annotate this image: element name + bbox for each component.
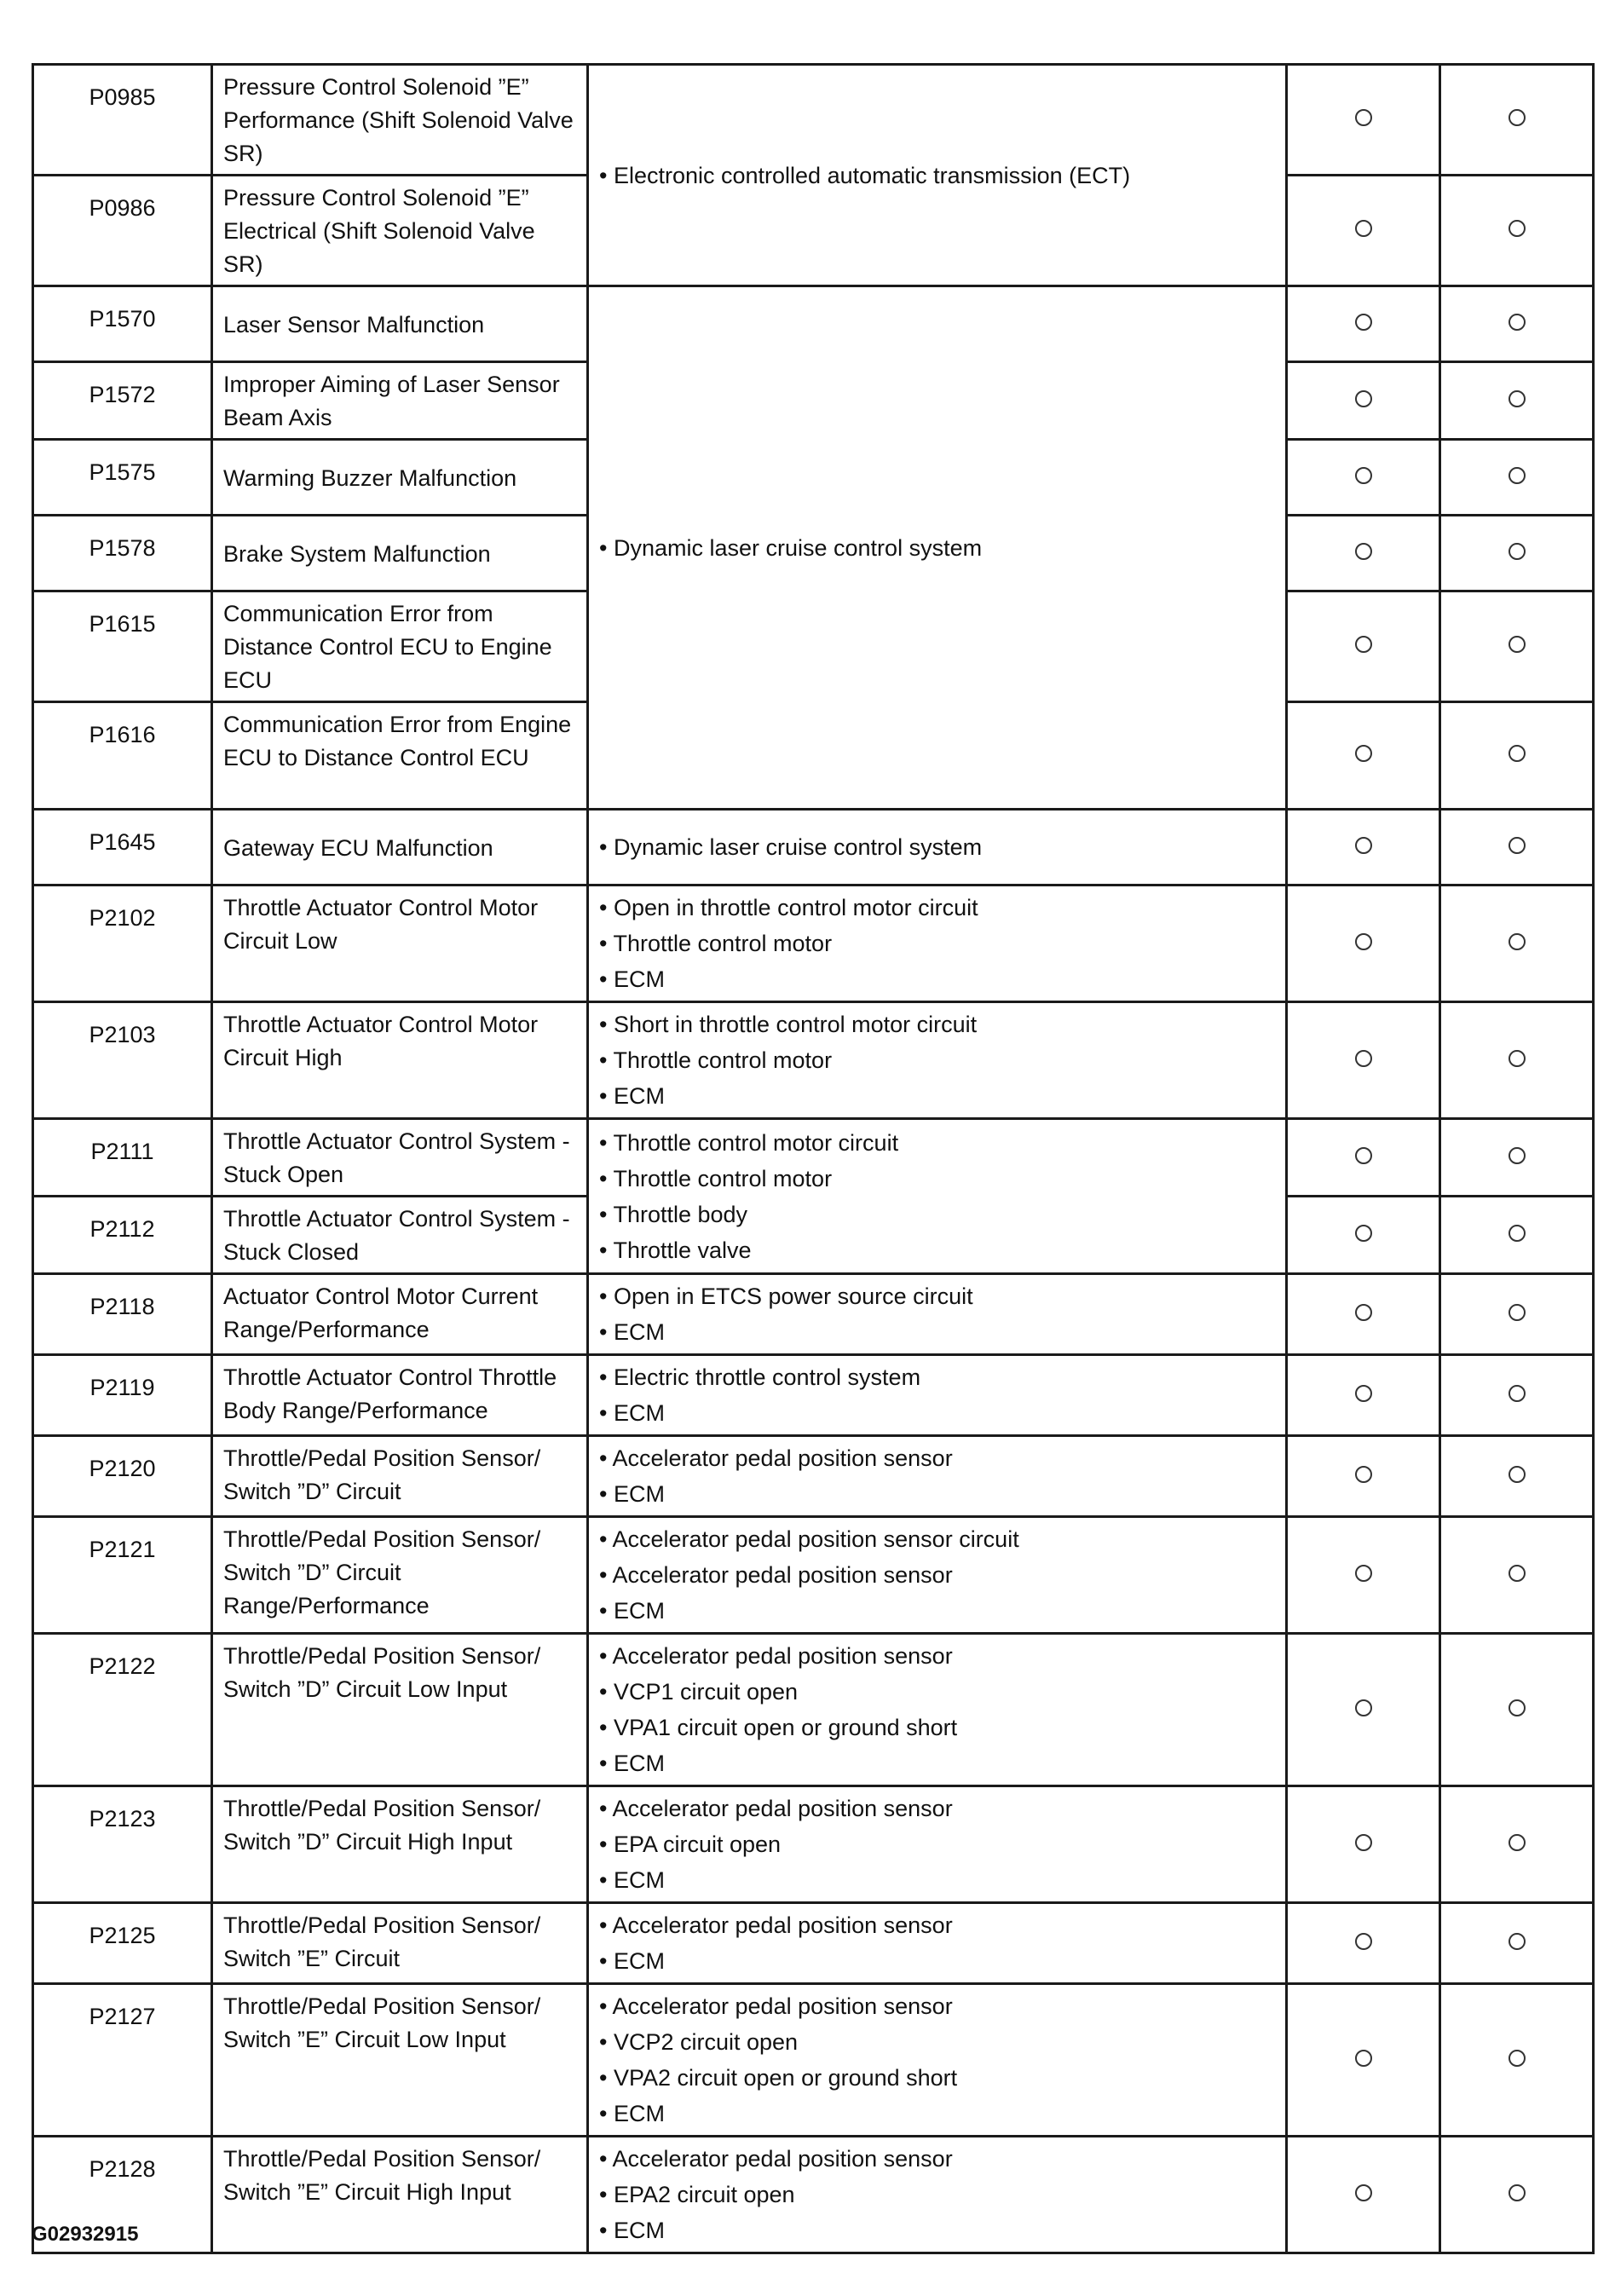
trouble-area (588, 1002, 1287, 1119)
detection-item-text: Throttle Actuator Control Throttle Body Range/Performance (223, 1364, 557, 1423)
trouble-area (588, 65, 1287, 286)
memory-mark-cell (1440, 440, 1594, 516)
trouble-area-item: • Accelerator pedal position sensor (599, 1993, 953, 2019)
detection-item (212, 286, 588, 362)
detection-item (212, 1002, 588, 1119)
table-row (33, 1903, 1594, 1984)
trouble-area-item: • Throttle valve (599, 1237, 752, 1263)
detection-item-text: Warming Buzzer Malfunction (223, 464, 517, 491)
dtc-code: P1615 (33, 591, 212, 702)
circle-mark-icon (1355, 109, 1372, 126)
detection-item (212, 362, 588, 440)
table-row (33, 810, 1594, 886)
circle-mark-icon (1509, 220, 1526, 237)
detection-item-text: Laser Sensor Malfunction (223, 311, 485, 337)
detection-item (212, 1984, 588, 2137)
trouble-area-item: • VPA1 circuit open or ground short (599, 1715, 958, 1740)
table-row (33, 1355, 1594, 1436)
detection-item (212, 886, 588, 1002)
memory-mark-cell (1440, 886, 1594, 1002)
trouble-area-item: • Open in ETCS power source circuit (599, 1284, 973, 1309)
dtc-code: P2123 (33, 1786, 212, 1903)
trouble-area-item: • ECM (599, 966, 665, 992)
memory-mark-cell (1440, 810, 1594, 886)
detection-item-text: Throttle/Pedal Position Sensor/ Switch ”D” Circuit (223, 1445, 541, 1504)
circle-mark-icon (1509, 1304, 1526, 1321)
circle-mark-icon (1355, 1699, 1372, 1716)
circle-mark-icon (1355, 1050, 1372, 1067)
mil-mark-cell (1287, 810, 1440, 886)
circle-mark-icon (1355, 1565, 1372, 1582)
detection-item (212, 440, 588, 516)
circle-mark-icon (1509, 314, 1526, 331)
trouble-area-item: • ECM (599, 2101, 665, 2126)
dtc-code: P2120 (33, 1436, 212, 1517)
memory-mark-cell (1440, 1436, 1594, 1517)
circle-mark-icon (1509, 1147, 1526, 1164)
table-row (33, 1786, 1594, 1903)
trouble-area-item: • Accelerator pedal position sensor (599, 1562, 953, 1588)
table-row (33, 1634, 1594, 1786)
mil-mark-cell (1287, 440, 1440, 516)
trouble-area-item: • ECM (599, 1598, 665, 1624)
circle-mark-icon (1509, 1834, 1526, 1851)
circle-mark-icon (1509, 1385, 1526, 1402)
trouble-area-item: • Throttle control motor (599, 1165, 833, 1191)
dtc-code: P2119 (33, 1355, 212, 1436)
trouble-area-item: • Throttle control motor (599, 1047, 833, 1073)
dtc-code: P1616 (33, 702, 212, 810)
circle-mark-icon (1355, 467, 1372, 484)
detection-item-text: Gateway ECU Malfunction (223, 834, 493, 861)
memory-mark-cell (1440, 1355, 1594, 1436)
circle-mark-icon (1355, 933, 1372, 950)
circle-mark-icon (1509, 1050, 1526, 1067)
trouble-area-item: • Accelerator pedal position sensor (599, 1796, 953, 1821)
memory-mark-cell (1440, 516, 1594, 591)
mil-mark-cell (1287, 702, 1440, 810)
memory-mark-cell (1440, 702, 1594, 810)
detection-item (212, 1517, 588, 1634)
circle-mark-icon (1355, 543, 1372, 560)
detection-item (212, 810, 588, 886)
memory-mark-cell (1440, 176, 1594, 286)
circle-mark-icon (1509, 109, 1526, 126)
table-row (33, 1002, 1594, 1119)
table-row (33, 1274, 1594, 1355)
detection-item (212, 2137, 588, 2253)
dtc-table-body (33, 65, 1594, 2253)
memory-mark-cell (1440, 1197, 1594, 1274)
circle-mark-icon (1355, 1147, 1372, 1164)
detection-item (212, 1355, 588, 1436)
dtc-code: P2127 (33, 1984, 212, 2137)
circle-mark-icon (1509, 1466, 1526, 1483)
table-row (33, 886, 1594, 1002)
circle-mark-icon (1509, 1933, 1526, 1950)
trouble-area-item: • Accelerator pedal position sensor (599, 1912, 953, 1938)
circle-mark-icon (1355, 745, 1372, 762)
trouble-area-item: • Short in throttle control motor circuit (599, 1012, 978, 1037)
mil-mark-cell (1287, 362, 1440, 440)
detection-item (212, 1274, 588, 1355)
detection-item (212, 65, 588, 176)
detection-item-text: Pressure Control Solenoid ”E” Electrical (Shift Solenoid Valve SR) (223, 185, 535, 277)
mil-mark-cell (1287, 1517, 1440, 1634)
memory-mark-cell (1440, 362, 1594, 440)
dtc-code: P1578 (33, 516, 212, 591)
figure-id: G02932915 (32, 2223, 139, 2246)
dtc-code: P2103 (33, 1002, 212, 1119)
detection-item-text: Communication Error from Engine ECU to Distance Control ECU (223, 712, 572, 770)
dtc-code: P1645 (33, 810, 212, 886)
detection-item-text: Throttle Actuator Control Motor Circuit Low (223, 895, 539, 954)
trouble-area (588, 1786, 1287, 1903)
mil-mark-cell (1287, 2137, 1440, 2253)
detection-item-text: Throttle/Pedal Position Sensor/ Switch ”E” Circuit Low Input (223, 1993, 541, 2052)
detection-item-text: Brake System Malfunction (223, 540, 491, 567)
detection-item (212, 1786, 588, 1903)
detection-item (212, 516, 588, 591)
trouble-area (588, 1119, 1287, 1274)
dtc-code: P2111 (33, 1119, 212, 1197)
circle-mark-icon (1355, 1834, 1372, 1851)
trouble-area-item: • Throttle body (599, 1201, 748, 1227)
memory-mark-cell (1440, 591, 1594, 702)
detection-item-text: Throttle/Pedal Position Sensor/ Switch ”D” Circuit Range/Performance (223, 1526, 541, 1618)
detection-item (212, 1197, 588, 1274)
trouble-area-item: • EPA2 circuit open (599, 2182, 795, 2207)
detection-item (212, 591, 588, 702)
trouble-area (588, 1634, 1287, 1786)
detection-item-text: Communication Error from Distance Control ECU to Engine ECU (223, 601, 552, 693)
circle-mark-icon (1509, 636, 1526, 653)
trouble-area-item: • VPA2 circuit open or ground short (599, 2065, 958, 2091)
trouble-area-item: • ECM (599, 1751, 665, 1776)
dtc-code: P1570 (33, 286, 212, 362)
trouble-area-item: • Dynamic laser cruise control system (599, 534, 983, 561)
detection-item-text: Throttle/Pedal Position Sensor/ Switch ”D” Circuit High Input (223, 1796, 541, 1855)
detection-item-text: Pressure Control Solenoid ”E” Performance (Shift Solenoid Valve SR) (223, 74, 574, 166)
detection-item (212, 1903, 588, 1984)
circle-mark-icon (1355, 2184, 1372, 2201)
trouble-area (588, 1274, 1287, 1355)
trouble-area (588, 1355, 1287, 1436)
dtc-code: P2125 (33, 1903, 212, 1984)
mil-mark-cell (1287, 1903, 1440, 1984)
table-row (33, 286, 1594, 362)
circle-mark-icon (1355, 314, 1372, 331)
dtc-code: P1572 (33, 362, 212, 440)
circle-mark-icon (1355, 636, 1372, 653)
table-row (33, 1436, 1594, 1517)
mil-mark-cell (1287, 176, 1440, 286)
dtc-table (32, 63, 1595, 2254)
trouble-area-item: • VCP2 circuit open (599, 2029, 799, 2055)
trouble-area-item: • ECM (599, 1867, 665, 1893)
circle-mark-icon (1355, 220, 1372, 237)
dtc-code: P2128 (33, 2137, 212, 2253)
mil-mark-cell (1287, 1197, 1440, 1274)
mil-mark-cell (1287, 1786, 1440, 1903)
trouble-area-item: • Dynamic laser cruise control system (599, 834, 983, 860)
trouble-area-item: • Accelerator pedal position sensor (599, 2146, 953, 2172)
detection-item-text: Throttle Actuator Control System - Stuck Closed (223, 1206, 570, 1265)
circle-mark-icon (1355, 1385, 1372, 1402)
mil-mark-cell (1287, 1355, 1440, 1436)
memory-mark-cell (1440, 2137, 1594, 2253)
detection-item-text: Actuator Control Motor Current Range/Performance (223, 1284, 539, 1342)
memory-mark-cell (1440, 65, 1594, 176)
dtc-code: P2112 (33, 1197, 212, 1274)
detection-item-text: Throttle Actuator Control Motor Circuit High (223, 1012, 539, 1070)
detection-item-text: Throttle Actuator Control System - Stuck Open (223, 1128, 570, 1187)
detection-item-text: Throttle/Pedal Position Sensor/ Switch ”E” Circuit (223, 1912, 541, 1971)
memory-mark-cell (1440, 286, 1594, 362)
trouble-area-item: • Accelerator pedal position sensor (599, 1643, 953, 1669)
table-row (33, 1517, 1594, 1634)
trouble-area (588, 1517, 1287, 1634)
detection-item (212, 702, 588, 810)
circle-mark-icon (1355, 1933, 1372, 1950)
circle-mark-icon (1509, 933, 1526, 950)
mil-mark-cell (1287, 286, 1440, 362)
trouble-area-item: • ECM (599, 1400, 665, 1426)
mil-mark-cell (1287, 591, 1440, 702)
trouble-area-item: • Electronic controlled automatic transmission (ECT) (599, 162, 1131, 188)
memory-mark-cell (1440, 1517, 1594, 1634)
trouble-area-item: • Open in throttle control motor circuit (599, 895, 978, 920)
trouble-area-item: • ECM (599, 1948, 665, 1974)
table-row (33, 65, 1594, 176)
circle-mark-icon (1355, 2050, 1372, 2067)
dtc-code: P2102 (33, 886, 212, 1002)
circle-mark-icon (1509, 390, 1526, 407)
mil-mark-cell (1287, 1984, 1440, 2137)
circle-mark-icon (1509, 467, 1526, 484)
circle-mark-icon (1509, 2184, 1526, 2201)
circle-mark-icon (1509, 745, 1526, 762)
detection-item-text: Improper Aiming of Laser Sensor Beam Axis (223, 372, 560, 430)
trouble-area (588, 1903, 1287, 1984)
trouble-area (588, 2137, 1287, 2253)
memory-mark-cell (1440, 1634, 1594, 1786)
memory-mark-cell (1440, 1119, 1594, 1197)
table-row (33, 1984, 1594, 2137)
dtc-code: P0986 (33, 176, 212, 286)
trouble-area-item: • Electric throttle control system (599, 1364, 921, 1390)
circle-mark-icon (1509, 1699, 1526, 1716)
memory-mark-cell (1440, 1274, 1594, 1355)
trouble-area (588, 286, 1287, 810)
trouble-area-item: • VCP1 circuit open (599, 1679, 799, 1705)
memory-mark-cell (1440, 1002, 1594, 1119)
trouble-area (588, 810, 1287, 886)
mil-mark-cell (1287, 1274, 1440, 1355)
mil-mark-cell (1287, 886, 1440, 1002)
trouble-area (588, 1984, 1287, 2137)
circle-mark-icon (1355, 837, 1372, 854)
detection-item (212, 1634, 588, 1786)
circle-mark-icon (1355, 1304, 1372, 1321)
mil-mark-cell (1287, 65, 1440, 176)
table-row (33, 1119, 1594, 1197)
trouble-area (588, 886, 1287, 1002)
dtc-code: P2121 (33, 1517, 212, 1634)
mil-mark-cell (1287, 1002, 1440, 1119)
circle-mark-icon (1509, 837, 1526, 854)
circle-mark-icon (1355, 1466, 1372, 1483)
memory-mark-cell (1440, 1984, 1594, 2137)
mil-mark-cell (1287, 1119, 1440, 1197)
trouble-area-item: • Accelerator pedal position sensor (599, 1445, 953, 1471)
trouble-area-item: • Throttle control motor (599, 931, 833, 956)
circle-mark-icon (1509, 1225, 1526, 1242)
detection-item (212, 1119, 588, 1197)
trouble-area-item: • ECM (599, 1319, 665, 1345)
dtc-code: P0985 (33, 65, 212, 176)
memory-mark-cell (1440, 1786, 1594, 1903)
dtc-code: P2118 (33, 1274, 212, 1355)
detection-item (212, 1436, 588, 1517)
circle-mark-icon (1509, 1565, 1526, 1582)
dtc-code: P2122 (33, 1634, 212, 1786)
trouble-area (588, 1436, 1287, 1517)
circle-mark-icon (1355, 390, 1372, 407)
detection-item-text: Throttle/Pedal Position Sensor/ Switch ”D” Circuit Low Input (223, 1643, 541, 1702)
trouble-area-item: • Throttle control motor circuit (599, 1129, 899, 1156)
circle-mark-icon (1355, 1225, 1372, 1242)
trouble-area-item: • EPA circuit open (599, 1832, 782, 1857)
trouble-area-item: • ECM (599, 1083, 665, 1109)
mil-mark-cell (1287, 1634, 1440, 1786)
trouble-area-item: • ECM (599, 1481, 665, 1507)
circle-mark-icon (1509, 543, 1526, 560)
dtc-code: P1575 (33, 440, 212, 516)
trouble-area-item: • Accelerator pedal position sensor circuit (599, 1526, 1019, 1552)
mil-mark-cell (1287, 1436, 1440, 1517)
mil-mark-cell (1287, 516, 1440, 591)
table-row (33, 2137, 1594, 2253)
detection-item-text: Throttle/Pedal Position Sensor/ Switch ”E” Circuit High Input (223, 2146, 541, 2205)
circle-mark-icon (1509, 2050, 1526, 2067)
trouble-area-item: • ECM (599, 2218, 665, 2243)
detection-item (212, 176, 588, 286)
memory-mark-cell (1440, 1903, 1594, 1984)
